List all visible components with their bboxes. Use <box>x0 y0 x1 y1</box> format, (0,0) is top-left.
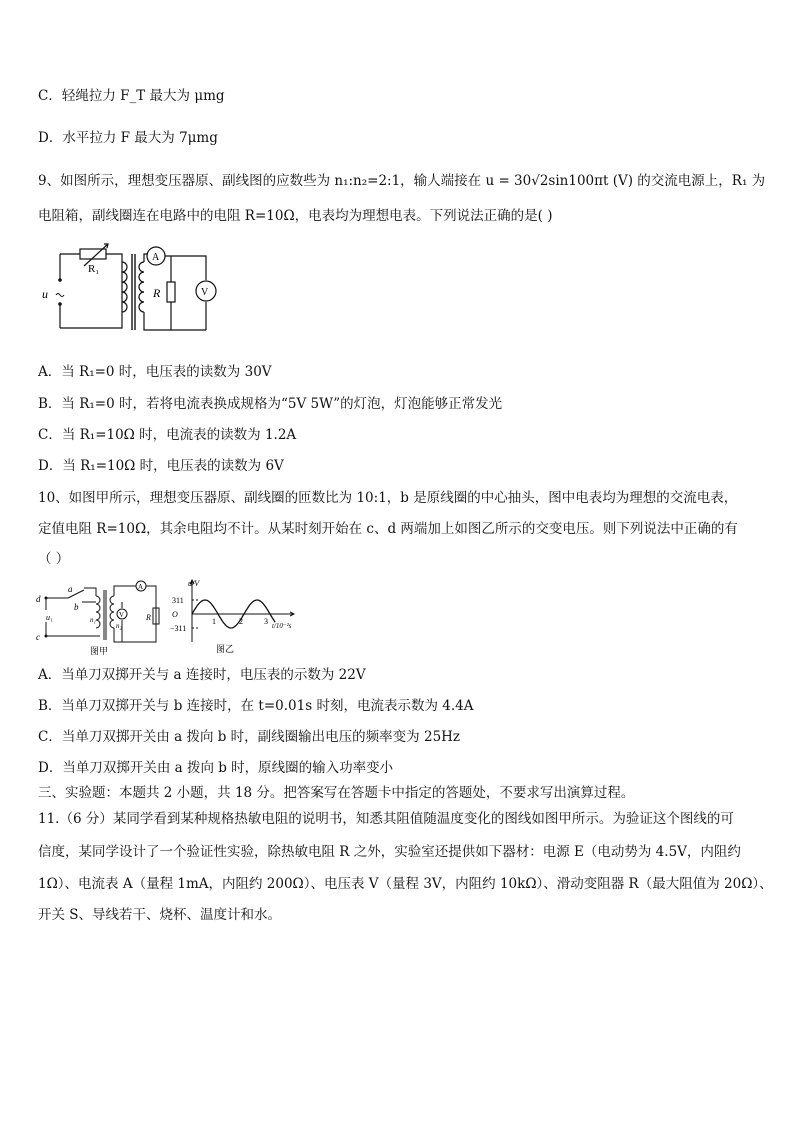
label-b: b <box>74 602 79 612</box>
caption-b: 图乙 <box>216 644 235 654</box>
q10-option-c: C．当单刀双掷开关由 a 拨向 b 时，副线圈输出电压的频率变为 25Hz <box>38 729 461 745</box>
q10-stem-line3: （ ） <box>38 551 70 567</box>
label-r-a: R <box>146 613 151 622</box>
q9-option-b: B．当 R₁=0 时，若将电流表换成规格为“5V 5W”的灯泡，灯泡能够正常发光 <box>38 396 503 412</box>
label-voltmeter-a: V <box>119 611 125 619</box>
graph-y-neg: −311 <box>170 624 187 633</box>
label-r: R <box>153 286 161 300</box>
section-three-heading: 三、实验题：本题共 2 小题，共 18 分。把答案写在答题卡中指定的答题处，不要求写出演算过程。 <box>38 785 635 801</box>
secondary-coil <box>139 262 144 312</box>
caption-a: 图甲 <box>90 646 109 656</box>
q9-option-c: C．当 R₁=10Ω 时，电流表的读数为 1.2A <box>38 427 297 443</box>
q9-stem-line2: 电阻箱，副线圈连在电路中的电阻 R=10Ω，电表均为理想电表。下列说法正确的是( ) <box>38 208 553 224</box>
q10-stem-line1: 10、如图甲所示，理想变压器原、副线圈的匝数比为 10:1，b 是原线圈的中心抽头，图中电表均为理想的交流电表， <box>38 490 738 506</box>
secondary-coil-a <box>110 596 114 628</box>
q10-circuit-figure-a <box>34 580 174 658</box>
label-d: d <box>36 594 41 604</box>
q11-stem-line3: 1Ω）、电流表 A（量程 1mA，内阻约 200Ω）、电压表 V（量程 3V，内阻约 10kΩ）、滑动变阻器 R（最大阻值为 20Ω）、 <box>38 876 773 892</box>
graph-ylabel: u/V <box>188 579 200 588</box>
q9-stem-line1: 9、如图所示，理想变压器原、副线图的应数些为 n₁:n₂=2:1，输人端接在 u = 30√2sin100πt (V) 的交流电源上，R₁ 为 <box>38 173 766 189</box>
label-u1: u₁ <box>46 613 53 622</box>
graph-t3: 3 <box>264 617 268 626</box>
label-c: c <box>36 632 40 642</box>
q10-option-a: A．当单刀双掷开关与 a 连接时，电压表的示数为 22V <box>38 667 366 683</box>
resistor-r <box>167 282 175 302</box>
label-u: u <box>42 287 48 301</box>
graph-xlabel: t/10⁻²s <box>272 622 292 630</box>
q11-stem-line4: 开关 S、导线若干、烧杯、温度计和水。 <box>38 907 282 923</box>
graph-t1: 1 <box>212 617 216 626</box>
option-d-q8: D．水平拉力 F 最大为 7μmg <box>38 130 218 146</box>
option-c-q8: C．轻绳拉力 F_T 最大为 μmg <box>38 88 225 104</box>
label-voltmeter: V <box>201 287 209 298</box>
q10-option-d: D．当单刀双掷开关由 a 拨向 b 时，原线圈的输入功率变小 <box>38 760 394 776</box>
q11-stem-line1: 11.（6 分）某同学看到某种规格热敏电阻的说明书，知悉其阻值随温度变化的图线如图甲所示。为验证这个图线的可 <box>38 811 734 827</box>
label-a: a <box>68 584 73 594</box>
graph-t2: 2 <box>239 617 243 626</box>
graph-y-pos: 311 <box>172 596 184 605</box>
label-n2: n₂ <box>116 622 122 630</box>
label-r1: R₁ <box>88 263 100 275</box>
label-ammeter-a: A <box>138 583 144 591</box>
q9-option-d: D．当 R₁=10Ω 时，电压表的读数为 6V <box>38 458 284 474</box>
q10-option-b: B．当单刀双掷开关与 b 连接时，在 t=0.01s 时刻，电流表示数为 4.4A <box>38 698 474 714</box>
q10-stem-line2: 定值电阻 R=10Ω，其余电阻均不计。从某时刻开始在 c、d 两端加上如图乙所示的交变电压。则下列说法中正确的有 <box>38 521 738 537</box>
q9-option-a: A．当 R₁=0 时，电压表的读数为 30V <box>38 364 272 380</box>
primary-coil <box>122 262 127 312</box>
label-ammeter: A <box>152 252 160 263</box>
graph-origin: O <box>172 610 178 619</box>
q10-voltage-graph <box>168 576 308 658</box>
q9-circuit-figure <box>36 240 226 340</box>
q11-stem-line2: 信度，某同学设计了一个验证性实验，除热敏电阻 R 之外，实验室还提供如下器材：电源 E（电动势为 4.5V，内阻约 <box>38 844 741 860</box>
label-n1: n₁ <box>90 616 96 624</box>
primary-coil-a <box>96 596 100 628</box>
